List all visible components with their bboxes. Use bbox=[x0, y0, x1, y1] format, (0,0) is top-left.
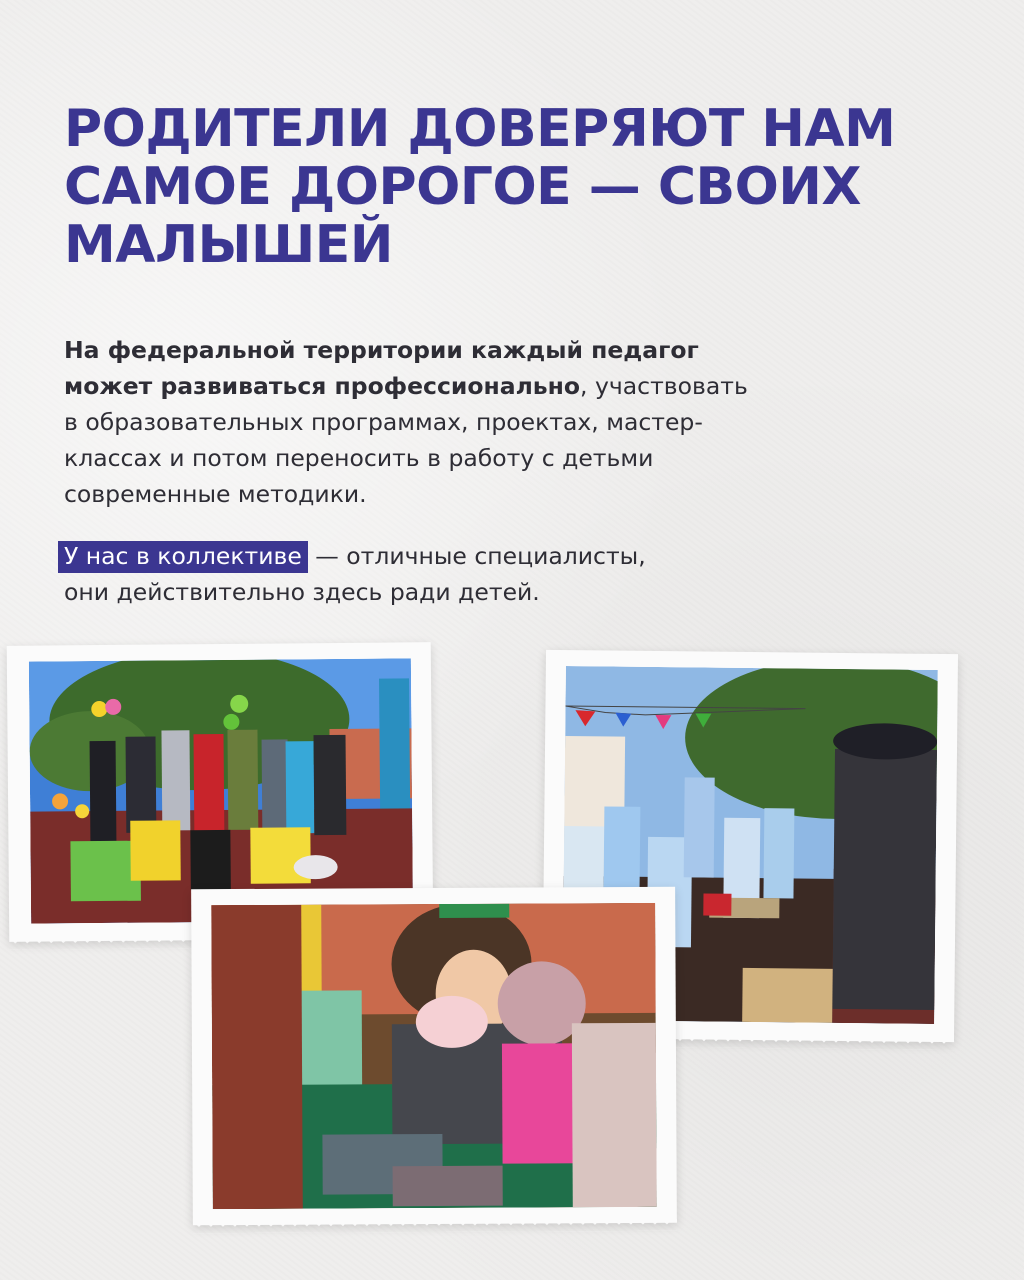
craft-activity-image bbox=[211, 903, 657, 1209]
paragraph-line-2: они действительно здесь ради детей. bbox=[64, 578, 540, 606]
headline bbox=[64, 100, 944, 274]
photo-card-craft bbox=[191, 887, 677, 1226]
paragraph-text: — отличные специалисты, bbox=[307, 542, 646, 570]
paragraph-text: , участвовать bbox=[580, 372, 748, 400]
paragraph-development bbox=[64, 332, 884, 512]
bold-text-2: может развиваться профессионально bbox=[64, 372, 581, 400]
headline-line-2: САМОЕ ДОРОГОЕ — СВОИХ bbox=[64, 157, 861, 217]
headline-line-1: РОДИТЕЛИ ДОВЕРЯЮТ НАМ bbox=[64, 99, 896, 159]
paragraph-line-3: в образовательных программах, проектах, мастер- bbox=[64, 408, 703, 436]
headline-line-3: МАЛЫШЕЙ bbox=[64, 215, 393, 275]
highlight-badge: У нас в коллективе bbox=[58, 541, 308, 573]
group-photo-image bbox=[29, 658, 413, 923]
paragraph-line-5: современные методики. bbox=[64, 480, 367, 508]
paragraph-line-4: классах и потом переносить в работу с детьми bbox=[64, 444, 654, 472]
bold-text-1: На федеральной территории каждый педагог bbox=[64, 336, 699, 364]
paragraph-team bbox=[64, 538, 884, 610]
